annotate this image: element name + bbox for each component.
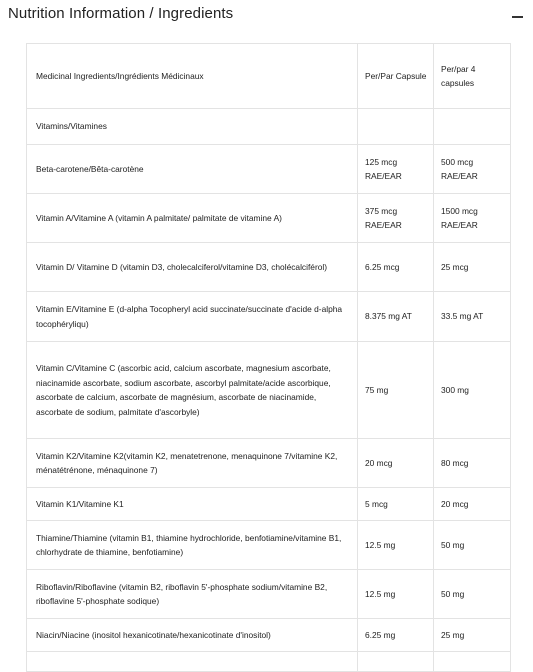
ingredients-table: [26, 43, 511, 672]
table-row: [27, 439, 511, 488]
ingredient-name: Beta-carotene/Bêta-carotène: [27, 145, 358, 194]
amount-per-capsule: 375 mcg RAE/EAR: [358, 194, 434, 243]
section-title: Nutrition Information / Ingredients: [8, 5, 234, 22]
collapse-icon[interactable]: [512, 16, 523, 18]
table-row: [27, 570, 511, 619]
amount-per-4-capsules: 25 mcg: [434, 243, 511, 292]
amount-per-capsule: 8.375 mg AT: [358, 292, 434, 342]
ingredient-name: Vitamin K1/Vitamine K1: [27, 488, 358, 521]
amount-per-4-capsules: 33.5 mg AT: [434, 292, 511, 342]
amount-per-4-capsules: 300 mg: [434, 342, 511, 439]
amount-per-capsule: 12.5 mg: [358, 521, 434, 570]
amount-per-4-capsules: [434, 109, 511, 145]
ingredients-table-container: [26, 43, 510, 672]
amount-per-4-capsules: 500 mcg RAE/EAR: [434, 145, 511, 194]
ingredient-name: Vitamins/Vitamines: [27, 109, 358, 145]
ingredient-name: Vitamin C/Vitamine C (ascorbic acid, calcium ascorbate, magnesium ascorbate, niacinamide ascorbate, sodium ascorbate, ascorbyl palmitate/acide ascorbique, ascorbate de calcium, ascorbate de magnésium, ascorbate de niacinamide, ascorbate de sodium, palmitate d'ascorbyle): [27, 342, 358, 439]
amount-per-capsule: 6.25 mcg: [358, 243, 434, 292]
table-row: [27, 109, 511, 145]
table-row: [27, 292, 511, 342]
table-row: [27, 619, 511, 652]
ingredient-name: Vitamin K2/Vitamine K2(vitamin K2, menatetrenone, menaquinone 7/vitamine K2, ménatétrénone, ménaquinone 7): [27, 439, 358, 488]
accordion-header[interactable]: [0, 0, 533, 34]
amount-per-capsule: 5 mcg: [358, 488, 434, 521]
table-row: [27, 145, 511, 194]
table-header-row: [27, 44, 511, 109]
amount-per-4-capsules: 50 mg: [434, 521, 511, 570]
amount-per-capsule: 12.5 mg: [358, 570, 434, 619]
amount-per-capsule: 6.25 mg: [358, 619, 434, 652]
amount-per-capsule: [358, 109, 434, 145]
table-row: [27, 194, 511, 243]
amount-per-4-capsules: 25 mg: [434, 619, 511, 652]
ingredient-name: Niacin/Niacine (inositol hexanicotinate/hexanicotinate d'inositol): [27, 619, 358, 652]
ingredient-name: Vitamin E/Vitamine E (d-alpha Tocopheryl acid succinate/succinate d'acide d-alpha tocophéryliqu): [27, 292, 358, 342]
table-row: [27, 488, 511, 521]
amount-per-capsule: 125 mcg RAE/EAR: [358, 145, 434, 194]
table-row: [27, 521, 511, 570]
amount-per-4-capsules: 80 mcg: [434, 439, 511, 488]
ingredient-name: Riboflavin/Riboflavine (vitamin B2, riboflavin 5'-phosphate sodium/vitamine B2, riboflavine 5'-phosphate sodique): [27, 570, 358, 619]
table-row-partial: [27, 652, 511, 672]
amount-per-capsule: 20 mcg: [358, 439, 434, 488]
table-row: [27, 342, 511, 439]
amount-per-4-capsules: 20 mcg: [434, 488, 511, 521]
column-header-ingredient: Medicinal Ingredients/Ingrédients Médicinaux: [27, 44, 358, 109]
column-header-per-capsule: Per/Par Capsule: [358, 44, 434, 109]
ingredient-name: Vitamin D/ Vitamine D (vitamin D3, cholecalciferol/vitamine D3, cholécalciférol): [27, 243, 358, 292]
table-row: [27, 243, 511, 292]
amount-per-4-capsules: 1500 mcg RAE/EAR: [434, 194, 511, 243]
amount-per-4-capsules: 50 mg: [434, 570, 511, 619]
ingredient-name: Thiamine/Thiamine (vitamin B1, thiamine hydrochloride, benfotiamine/vitamine B1, chlorhydrate de thiamine, benfotiamine): [27, 521, 358, 570]
ingredient-name: Vitamin A/Vitamine A (vitamin A palmitate/ palmitate de vitamine A): [27, 194, 358, 243]
amount-per-capsule: 75 mg: [358, 342, 434, 439]
column-header-per-4-capsules: Per/par 4 capsules: [434, 44, 511, 109]
